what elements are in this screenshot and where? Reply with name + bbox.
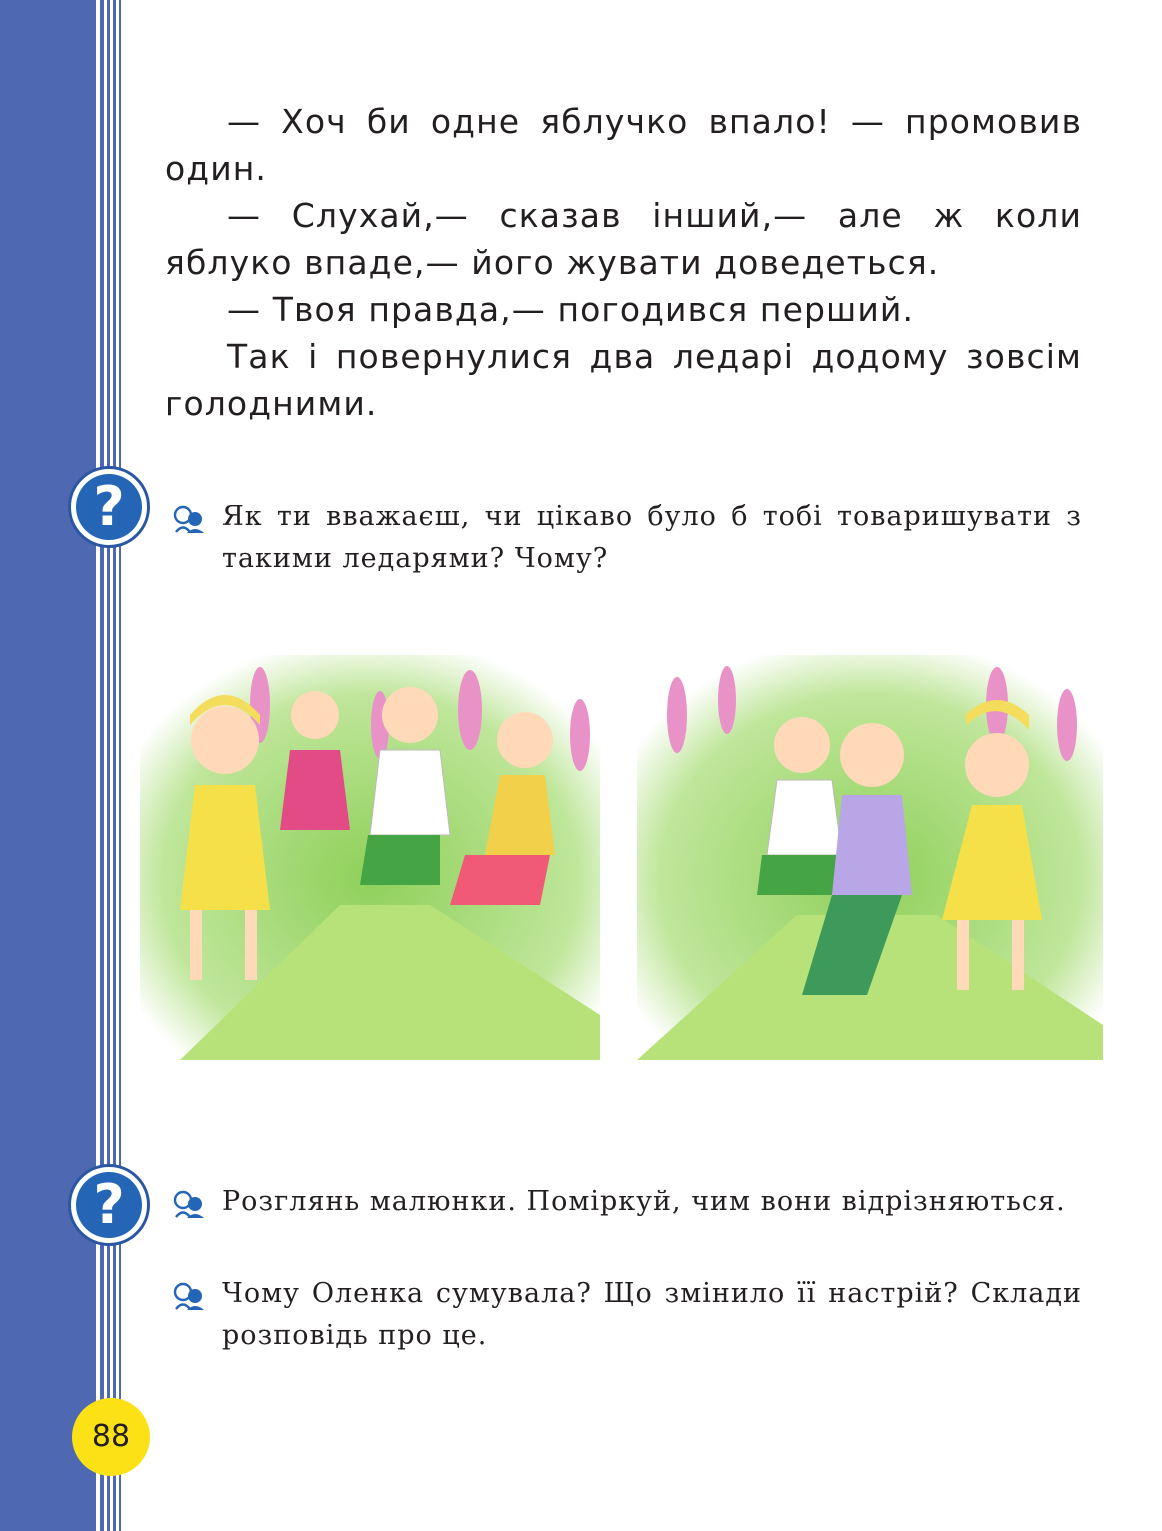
two-heads-icon [170, 1187, 210, 1219]
story-text [165, 98, 1082, 427]
task-1 [170, 496, 1082, 580]
margin-stripe [113, 0, 116, 1531]
page-number: 88 [72, 1398, 150, 1476]
two-heads-icon [170, 502, 210, 534]
margin-stripe [100, 0, 104, 1531]
story-paragraph-4: Так і повернулися два ледарі додому зовсім голодними. [165, 337, 1082, 423]
margin-stripe [107, 0, 110, 1531]
story-paragraph-2: — Слухай,— сказав інший,— але ж коли яблуко впаде,— його жувати доведеться. [165, 196, 1082, 282]
illustration-sad-girl [140, 655, 600, 1060]
task-2 [170, 1181, 1082, 1223]
question-marker-2 [68, 1164, 150, 1246]
question-marker-1 [68, 466, 150, 548]
story-paragraph-3: — Твоя правда,— погодився перший. [227, 290, 915, 329]
task-3 [170, 1273, 1082, 1357]
two-heads-icon [170, 1279, 210, 1311]
story-paragraph-1: — Хоч би одне яблучко впало! — промовив один. [165, 102, 1082, 188]
question-mark-icon: ? [76, 1172, 142, 1238]
question-text-2: Розглянь малюнки. Поміркуй, чим вони відрізняються. [222, 1186, 1066, 1217]
illustration-happy-kids [637, 655, 1103, 1060]
question-text-3: Чому Оленка сумувала? Що змінило її настрій? Склади розповідь про це. [222, 1278, 1082, 1351]
question-mark-icon: ? [76, 474, 142, 540]
question-text-1: Як ти вважаєш, чи цікаво було б тобі товаришувати з такими ледарями? Чому? [222, 501, 1082, 574]
margin-stripe [119, 0, 121, 1531]
left-margin-band [0, 0, 96, 1531]
